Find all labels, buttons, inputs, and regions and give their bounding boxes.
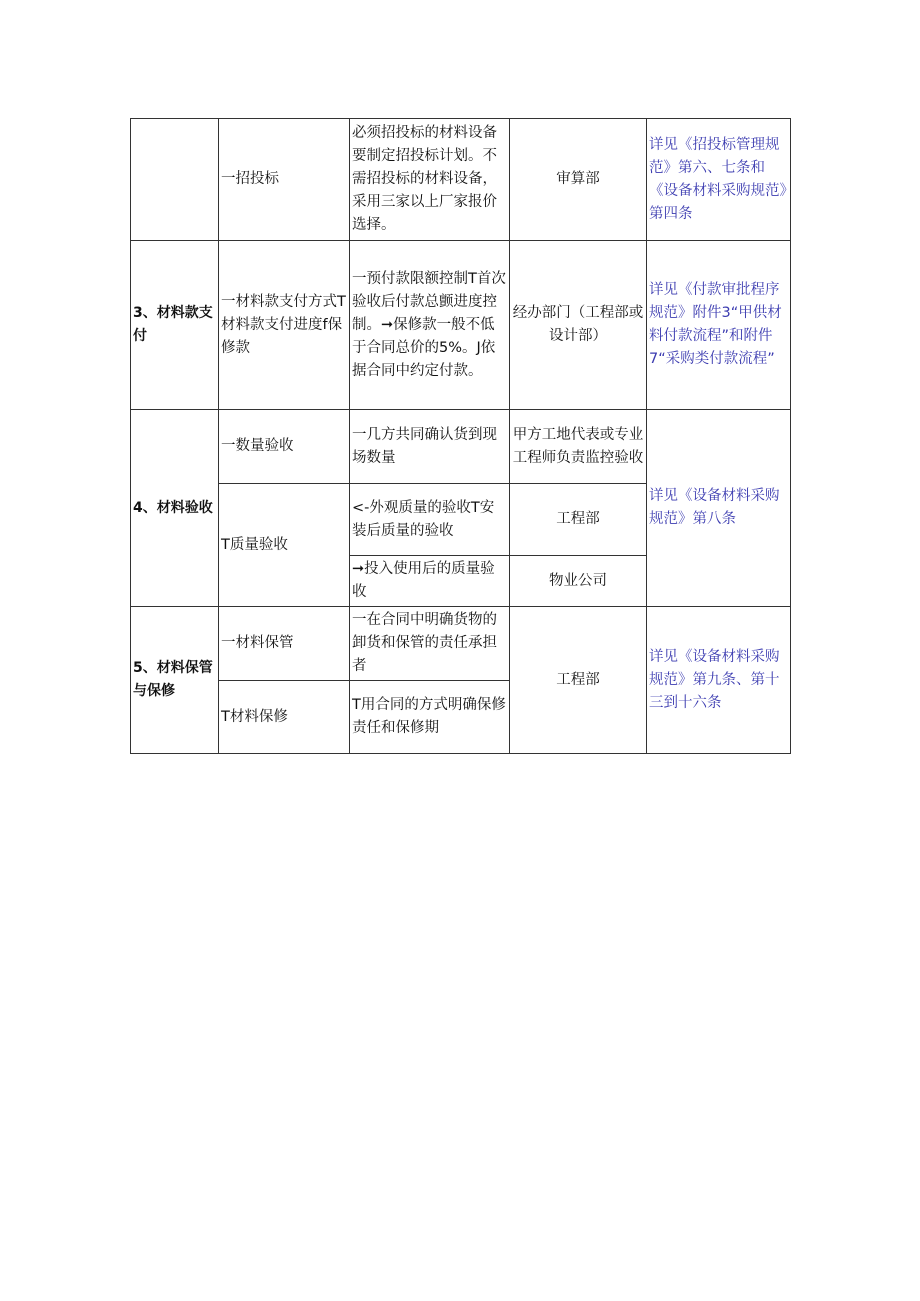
- control-cell: T用合同的方式明确保修责任和保修期: [350, 681, 510, 754]
- item-cell: 一材料保管: [219, 607, 350, 681]
- reference-cell: 详见《设备材料采购规范》第八条: [647, 410, 791, 607]
- department-cell: 甲方工地代表或专业工程师负责监控验收: [510, 410, 647, 484]
- item-cell: 一材料款支付方式T材料款支付进度f保修款: [219, 241, 350, 410]
- control-cell: 一预付款限额控制T首次验收后付款总颤进度控制。➞保修款一般不低于合同总价的5%。J依据合同中约定付款。: [350, 241, 510, 410]
- item-cell: 一数量验收: [219, 410, 350, 484]
- item-cell: 一招投标: [219, 119, 350, 241]
- control-cell: 一几方共同确认货到现场数量: [350, 410, 510, 484]
- department-cell: 物业公司: [510, 556, 647, 607]
- control-cell: 一在合同中明确货物的卸货和保管的责任承担者: [350, 607, 510, 681]
- department-cell: 经办部门（工程部或设计部）: [510, 241, 647, 410]
- item-cell: T材料保修: [219, 681, 350, 754]
- control-cell: <-外观质量的验收T安装后质量的验收: [350, 484, 510, 556]
- table-row: [131, 119, 791, 241]
- department-cell: 工程部: [510, 607, 647, 754]
- department-cell: 工程部: [510, 484, 647, 556]
- reference-cell: 详见《设备材料采购规范》第九条、第十三到十六条: [647, 607, 791, 754]
- control-cell: ➞投入使用后的质量验收: [350, 556, 510, 607]
- reference-cell: 详见《付款审批程序规范》附件3“甲供材料付款流程”和附件7“采购类付款流程”: [647, 241, 791, 410]
- reference-cell: 详见《招投标管理规范》第六、七条和《设备材料采购规范》第四条: [647, 119, 791, 241]
- table-row: [131, 607, 791, 681]
- category-cell: [131, 119, 219, 241]
- control-cell: 必须招投标的材料设备要制定招投标计划。不需招投标的材料设备，采用三家以上厂家报价选择。: [350, 119, 510, 241]
- category-cell: 3、材料款支付: [131, 241, 219, 410]
- table-row: [131, 241, 791, 410]
- category-cell: 4、材料验收: [131, 410, 219, 607]
- department-cell: 审算部: [510, 119, 647, 241]
- table-row: [131, 410, 791, 484]
- procurement-control-table: [130, 118, 791, 754]
- category-cell: 5、材料保管与保修: [131, 607, 219, 754]
- item-cell: T质量验收: [219, 484, 350, 607]
